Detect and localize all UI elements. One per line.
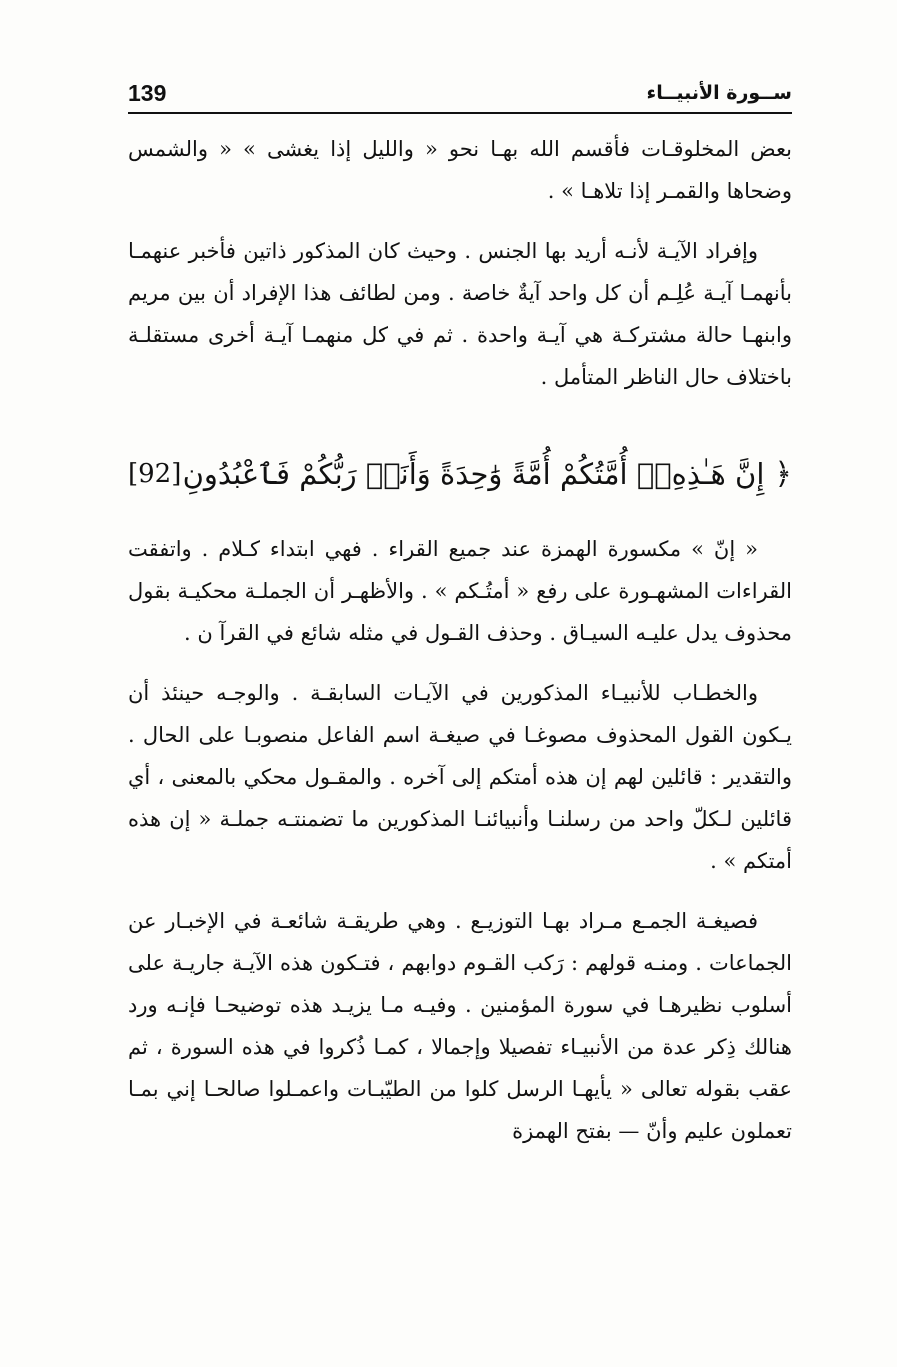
page-header: [128, 78, 792, 114]
page-number: 139: [128, 80, 167, 106]
verse-text-line: [183, 442, 792, 507]
quran-verse: [128, 442, 792, 506]
surah-title: ســورة الأنبيــاء: [646, 82, 792, 104]
paragraph: وإفراد الآيـة لأنـه أريد بها الجنس . وحيث كان المذكور ذاتين فأخبر عنهمـا بأنهمـا آيـة عُلِـم أن كل واحد آيةٌ خاصة . ومن لطائف هذا الإفراد أن بين مريم وابنهـا حالة مشتركـة هي آيـة واحدة . ثم في كل منهمـا آيـة أخرى مستقلـة باختلاف حال الناظر المتأمل .: [128, 239, 792, 389]
document-page: [128, 78, 792, 1152]
verse-number: [92]: [128, 459, 182, 489]
paragraph: « إنّ » مكسورة الهمزة عند جميع القراء . فهي ابتداء كـلام . واتفقت القراءات المشهـورة على رفع « أمتُـكم » . والأظهـر أن الجملـة محكيـة بقول محذوف يدل عليـه السيـاق . وحذف القـول في مثله شائع في القرآ ن .: [128, 537, 792, 645]
verse-open-bracket: ﴿: [774, 457, 792, 492]
paragraph: بعض المخلوقـات فأقسم الله بهـا نحو « والليل إذا يغشى » « والشمس وضحاها والقمـر إذا تلاهـا » .: [128, 137, 792, 203]
paragraph: فصيغـة الجمـع مـراد بهـا التوزيـع . وهي طريقـة شائعـة في الإخبـار عن الجماعات . ومنـه قولهم : رَكب القـوم دوابهم ، فتـكون هذه الآيـة جاريـة على أسلوب نظيرهـا في سورة المؤمنين . وفيـه مـا يزيـد هذه توضيحـا فإنـه ورد هنالك ذِكر عدة من الأنبيـاء تفصيلا وإجمالا ، كمـا ذُكروا في هذه السورة ، ثم عقب بقوله تعالى « يأيهـا الرسل كلوا من الطيّبـات واعمـلوا صالحـا إني بمـا تعملون عليم وأنّ — بفتح الهمزة: [128, 909, 792, 1143]
verse-text: إِنَّ هَـٰذِهِۦٓ أُمَّتُكُمْ أُمَّةً وَٰحِدَةً وَأَنَا۠ رَبُّكُمْ فَٱعْبُدُونِ: [182, 457, 765, 491]
paragraph: والخطـاب للأنبيـاء المذكورين في الآيـات السابقـة . والوجـه حينئذ أن يـكون القول المحذوف مصوغـا في صيغـة اسم الفاعل منصوبـا على الحال . والتقدير : قائلين لهم إن هذه أمتكم إلى آخره . والمقـول محكي بالمعنى ، أي قائلين لـكلّ واحد من رسلنـا وأنبيائنـا المذكورين ما تضمنتـه جملـة « إن هذه أمتكم » .: [128, 681, 792, 873]
